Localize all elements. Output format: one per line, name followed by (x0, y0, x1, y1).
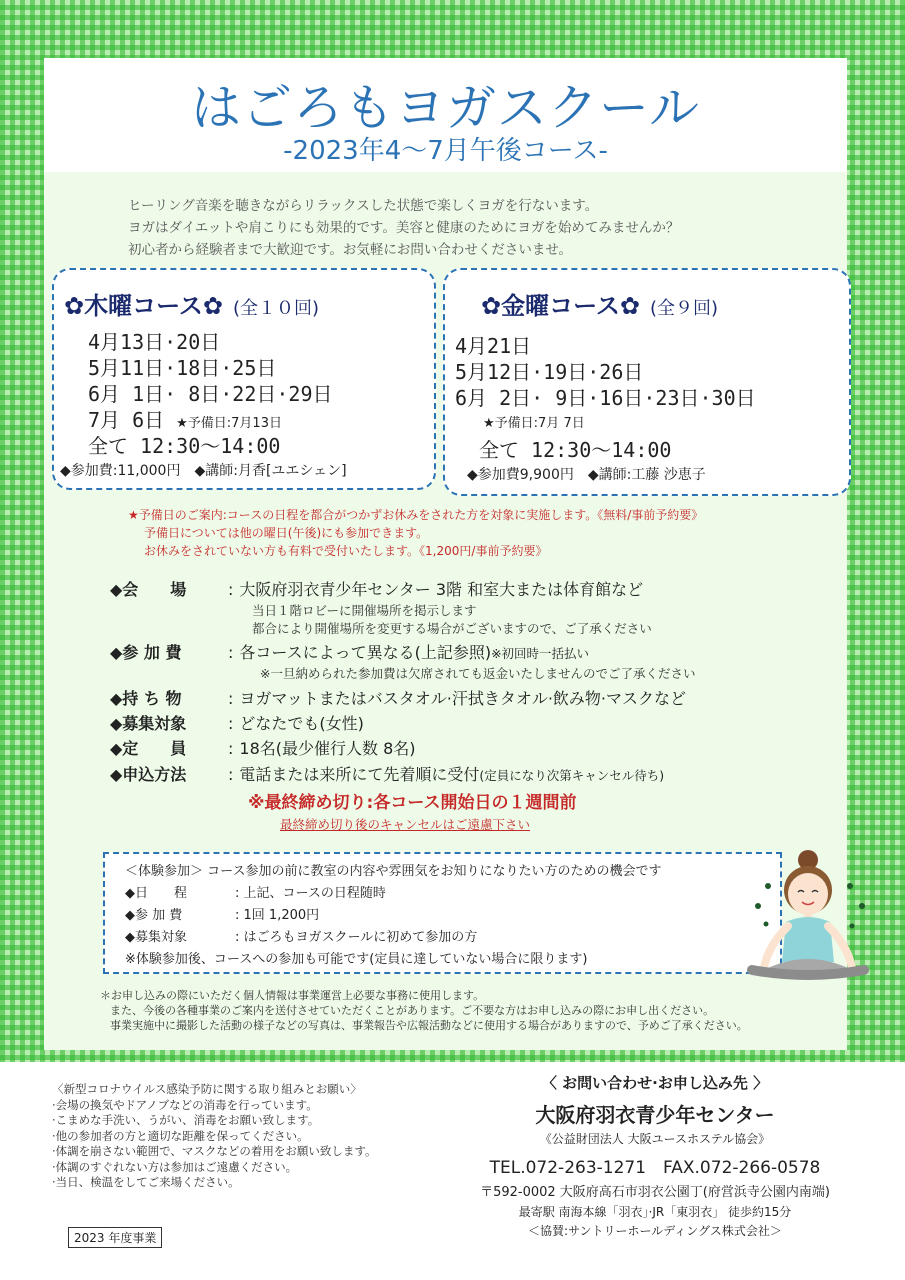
info-value: どなたでも(女性) (239, 714, 364, 733)
title-box (44, 58, 847, 172)
fee-row: ◆参 加 費 : 各コースによって異なる(上記参照)※初回時一括払い (110, 640, 589, 663)
info-value: 18名(最少催行人数 8名) (239, 739, 416, 758)
intro-line: ヒーリング音楽を聴きながらリラックスした状態で楽しくヨガを行ないます。 (128, 198, 599, 214)
items-row: ◆持 ち 物 : ヨガマットまたはバスタオル·汗拭きタオル·飲み物·マスクなど (110, 686, 686, 709)
course-name: 金曜コース (501, 292, 620, 320)
course-fee-teacher (60, 460, 347, 480)
venue-sub: 都合により開催場所を変更する場合がございますので、ご了承ください (252, 621, 652, 636)
course-teacher: ◆講師:工藤 沙恵子 (587, 467, 706, 483)
intro-line: ヨガはダイエットや肩こりにも効果的です。美容と健康のためにヨガを始めてみませんか？ (128, 220, 680, 236)
friday-course-title (481, 286, 718, 321)
info-value: 電話または来所にて先着順に受付 (239, 765, 480, 784)
course-fee: ◆参加費:11,000円 (60, 463, 181, 479)
trial-target: ◆募集対象 : はごろもヨガスクールに初めて参加の方 (125, 926, 477, 945)
trial-value: はごろもヨガスクールに初めて参加の方 (243, 930, 478, 945)
target-row: ◆募集対象 : どなたでも(女性) (110, 711, 364, 734)
covid-line: ·会場の換気やドアノブなどの消毒を行っています。 (52, 1097, 318, 1112)
intro-text (128, 195, 828, 261)
cancel-notice: 最終締め切り後のキャンセルはご遠慮下さい (280, 817, 531, 832)
trial-value: 上記、コースの日程随時 (243, 886, 386, 901)
course-time: 全て 12:30〜14:00 (88, 434, 281, 458)
course-date-line: 5月12日·19日·26日 (455, 360, 644, 384)
thursday-course-card (52, 268, 436, 490)
note-line: 予備日については他の曜日(午後)にも参加できます。 (144, 526, 429, 540)
covid-line: ·当日、検温をしてご来場ください。 (52, 1175, 240, 1189)
trial-value: 1回 1,200円 (243, 908, 320, 923)
contact-corp: 《公益財団法人 大阪ユースホステル協会》 (539, 1132, 771, 1146)
info-label: ◆持 ち 物 (110, 689, 182, 708)
info-label: ◆募集対象 (110, 714, 187, 733)
fee-sub: ※一旦納められた参加費は欠席されても返金いたしませんのでご了承ください (260, 666, 696, 681)
trial-note: ※体験参加後、コースへの参加も可能です(定員に達していない場合に限ります) (125, 952, 588, 967)
trial-label: ◆募集対象 (125, 930, 187, 945)
fiscal-year-label: 2023 年度事業 (68, 1227, 162, 1248)
note-line: ★予備日のご案内:コースの日程を都合がつかずお休みをされた方を対象に実施します。《無料/事前予約要》 (128, 508, 704, 522)
info-label: ◆定 員 (110, 739, 187, 758)
privacy-line: ＊お申し込みの際にいただく個人情報は事業運営上必要な事務に使用します。 (100, 989, 485, 1002)
course-date-line: 4月13日·20日 (88, 330, 221, 354)
covid-line: ·他の参加者の方と適切な距離を保ってください。 (52, 1128, 309, 1143)
intro-line: 初心者から経験者まで大歓迎です。お気軽にお問い合わせくださいませ。 (128, 242, 573, 258)
contact-tel: TEL.072-263-1271 FAX.072-266-0578 (489, 1158, 821, 1178)
venue-sub: 当日１階ロビーに開催場所を掲示します (252, 603, 477, 618)
info-value: 各コースによって異なる(上記参照) (239, 643, 492, 662)
contact-sponsor: ＜協賛:サントリーホールディングス株式会社＞ (528, 1224, 782, 1238)
course-fee-teacher (467, 464, 706, 484)
note-line: お休みをされていない方も有料で受付いたします。《1,200円/事前予約要》 (144, 544, 548, 558)
capacity-row: ◆定 員 : 18名(最少催行人数 8名) (110, 736, 416, 759)
privacy-line: 事業実施中に撮影した活動の様子などの写真は、事業報告や広報活動などに使用する場合がありますので、予めご了承ください。 (110, 1019, 748, 1032)
privacy-line: また、今後の各種事業のご案内を送付させていただくことがあります。ご不要な方はお申し込みの際にお申し出ください。 (110, 1004, 715, 1017)
thursday-course-title (64, 286, 319, 321)
contact-station: 最寄駅 南海本線「羽衣」·JR「東羽衣」 徒歩約15分 (518, 1205, 792, 1219)
info-label: ◆参 加 費 (110, 643, 182, 662)
flower-icon: ✿ (481, 292, 502, 320)
friday-course-card (443, 268, 851, 496)
page-subtitle: -2023年4〜7月午後コース- (283, 136, 608, 166)
course-count: (全１０回) (233, 298, 320, 319)
course-fee: ◆参加費9,900円 (467, 467, 574, 483)
course-date-line: 4月21日 (455, 334, 532, 358)
course-date-line: 6月 2日· 9日·16日·23日·30日 (455, 386, 756, 410)
deadline-notice: ※最終締め切り:各コース開始日の１週間前 (248, 793, 577, 813)
info-note: (定員になり次第キャンセル待ち) (479, 768, 665, 783)
yoga-woman-illustration (738, 846, 888, 996)
info-label: ◆会 場 (110, 580, 187, 599)
info-note: ※初回時一括払い (491, 646, 590, 661)
contact-org: 大阪府羽衣青少年センター (535, 1103, 775, 1127)
trial-schedule: ◆日 程 : 上記、コースの日程随時 (125, 882, 386, 901)
info-value: 大阪府羽衣青少年センター 3階 和室大または体育館など (239, 580, 644, 599)
trial-fee: ◆参 加 費 : 1回 1,200円 (125, 904, 319, 923)
covid-line: ·体調を崩さない範囲で、マスクなどの着用をお願い致します。 (52, 1144, 377, 1158)
apply-row: ◆申込方法 : 電話または来所にて先着順に受付(定員になり次第キャンセル待ち) (110, 762, 664, 785)
flower-icon: ✿ (202, 292, 224, 320)
info-label: ◆申込方法 (110, 765, 187, 784)
contact-head: 〈 お問い合わせ·お申し込み先 〉 (541, 1074, 769, 1092)
trial-label: ◆参 加 費 (125, 908, 183, 923)
covid-measures (52, 1082, 377, 1191)
course-date-line: 6月 1日· 8日·22日·29日 (88, 382, 333, 406)
flower-icon: ✿ (64, 292, 85, 320)
contact-block (420, 1072, 890, 1239)
flower-icon: ✿ (619, 292, 641, 320)
covid-line: 〈新型コロナウイルス感染予防に関する取り組みとお願い〉 (52, 1082, 362, 1096)
venue-row: ◆会 場 : 大阪府羽衣青少年センター 3階 和室大または体育館など (110, 577, 643, 600)
course-date-line: 5月11日·18日·25日 (88, 356, 277, 380)
privacy-notice (100, 988, 830, 1033)
reserve-day: ★予備日:7月 7日 (483, 416, 585, 431)
covid-line: ·体調のすぐれない方は参加はご遠慮ください。 (52, 1159, 298, 1174)
contact-address: 〒592-0002 大阪府高石市羽衣公園丁(府営浜寺公園内南端) (480, 1185, 830, 1200)
page-title: はごろもヨガスクール (191, 79, 700, 137)
trial-head: ＜体験参加＞ コース参加の前に教室の内容や雰囲気をお知りになりたい方のための機会です (125, 864, 662, 879)
course-teacher: ◆講師:月香[ユエシェン] (194, 463, 347, 479)
course-time: 全て 12:30〜14:00 (479, 438, 672, 462)
reserve-day: ★予備日:7月13日 (176, 416, 282, 431)
reserve-day-notes (128, 506, 703, 560)
course-count: (全９回) (650, 298, 719, 319)
course-name: 木曜コース (84, 292, 203, 320)
trial-label: ◆日 程 (125, 886, 187, 901)
course-date: 7月 6日 (88, 408, 165, 432)
trial-participation-box (103, 852, 782, 974)
course-date-line (88, 404, 282, 433)
covid-line: ·こまめな手洗い、うがい、消毒をお願い致します。 (52, 1113, 320, 1127)
info-value: ヨガマットまたはバスタオル·汗拭きタオル·飲み物·マスクなど (239, 689, 687, 708)
